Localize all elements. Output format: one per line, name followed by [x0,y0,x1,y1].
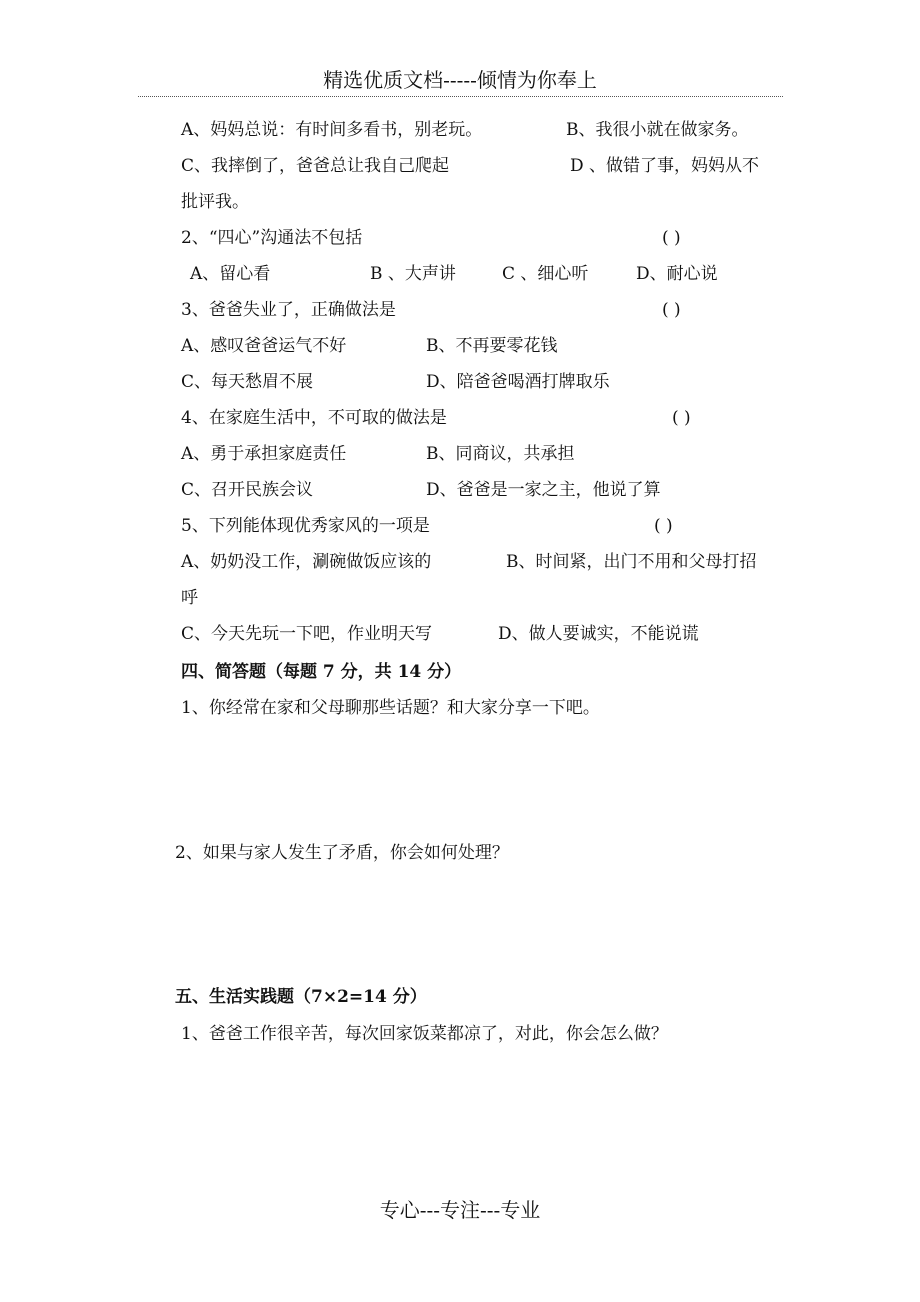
q4-answer-blank: ( ) [672,408,691,428]
q2-answer-blank: ( ) [662,228,681,248]
q3-stem: 3、爸爸失业了，正确做法是 [181,300,396,320]
q5-option-b-continued: 呼 [181,588,198,608]
page-header: 精选优质文档-----倾情为你奉上 [323,68,597,92]
section-4-question-1: 1、你经常在家和父母聊那些话题？和大家分享一下吧。 [181,698,600,718]
q2-stem: 2、“四心”沟通法不包括 [181,228,363,248]
section-5-question-1: 1、爸爸工作很辛苦，每次回家饭菜都凉了，对此，你会怎么做？ [181,1024,668,1044]
q5-stem: 5、下列能体现优秀家风的一项是 [181,516,430,536]
q3-option-d: D、陪爸爸喝酒打牌取乐 [426,372,610,392]
q5-option-c: C、今天先玩一下吧，作业明天写 [181,624,433,644]
q1-option-b: B、我很小就在做家务。 [566,120,749,140]
section-5-title: 五、生活实践题（7×2=14 分） [175,987,427,1007]
q5-option-d: D、做人要诚实，不能说谎 [498,624,699,644]
page-footer: 专心---专注---专业 [379,1198,541,1222]
q5-option-a: A、奶奶没工作，涮碗做饭应该的 [181,552,432,572]
q3-answer-blank: ( ) [662,300,681,320]
q2-option-b: B 、大声讲 [370,264,456,284]
q5-option-b: B、时间紧，出门不用和父母打招 [506,552,757,572]
q2-option-a: A、留心看 [190,264,271,284]
q2-option-d: D、耐心说 [636,264,718,284]
section-4-question-2: 2、如果与家人发生了矛盾，你会如何处理？ [175,843,509,863]
q1-option-a: A、妈妈总说：有时间多看书，别老玩。 [181,120,483,140]
q2-option-c: C 、细心听 [502,264,589,284]
q4-option-a: A、勇于承担家庭责任 [181,444,347,464]
q3-option-c: C、每天愁眉不展 [181,372,314,392]
q1-option-d-continued: 批评我。 [181,192,249,212]
header-divider [138,96,783,97]
q3-option-a: A、感叹爸爸运气不好 [181,336,347,356]
q5-answer-blank: ( ) [654,516,673,536]
q1-option-c: C、我摔倒了，爸爸总让我自己爬起 [181,156,450,176]
q1-option-d: D 、做错了事，妈妈从不 [570,156,760,176]
q4-option-c: C、召开民族会议 [181,480,314,500]
q4-stem: 4、在家庭生活中，不可取的做法是 [181,408,447,428]
q3-option-b: B、不再要零花钱 [426,336,558,356]
q4-option-d: D、爸爸是一家之主，他说了算 [426,480,661,500]
section-4-title: 四、简答题（每题 7 分，共 14 分） [181,662,462,682]
q4-option-b: B、同商议，共承担 [426,444,575,464]
